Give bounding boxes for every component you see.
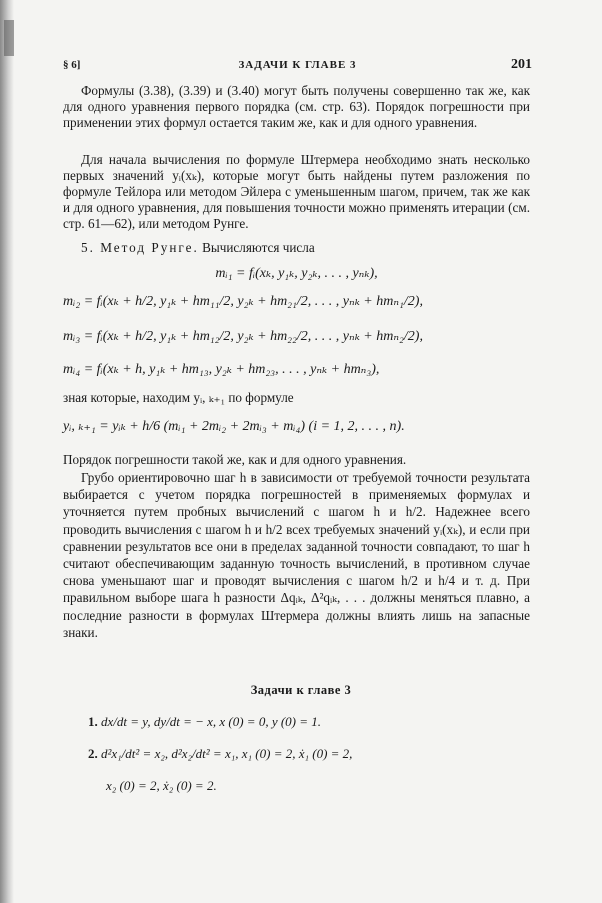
paragraph-text: Порядок погрешности такой же, как и для одного уравнения. [63,452,407,467]
paragraph-text: Вычисляются числа [202,240,315,255]
problem-text: x₂ (0) = 2, ẋ₂ (0) = 2. [106,778,217,793]
problem-2 [88,746,352,762]
paragraph-4 [63,390,530,406]
paragraph-text: Грубо ориентировочно шаг h в зависимости от требуемой точности результата выбирается с учетом порядка погрешностей в применяемых формулах и уточняется путем пробных вычислений с шагом h и h/2. Надежнее всего проводить вычисления с шагом h и h/2 всех требуемых значений yᵢ(xₖ), и если при сравнении результатов все они в пределах заданной точности совпадают, то шаг h считают обеспечивающим заданную точность вычислений, в противном случае снова уменьшают шаг и проводят вычисления с шагом h/2 и h/4 и т. д. При правильном выборе шага h разности Δqᵢₖ, Δ²qᵢₖ, . . . должны меняться плавно, а последние разности в формулах Штермера должны влиять лишь на запасные знаки. [63,470,530,640]
header-section: § 6] [63,59,81,71]
scan-speck [4,20,14,56]
paragraph-1 [63,83,530,131]
paragraph-5 [63,452,530,468]
page-number: 201 [511,57,532,72]
problem-text: d²x₁/dt² = x₂, d²x₂/dt² = x₁, x₁ (0) = 2, ẋ₁ (0) = 2, [101,746,353,761]
problem-number: 2. [88,746,98,761]
paragraph-text: Формулы (3.38), (3.39) и (3.40) могут быть получены совершенно так же, как для одного уравнения первого порядка (см. стр. 63). Порядок погрешности при применении этих формул остается таким же, как и для одного уравнения. [63,83,530,130]
equation-4: mᵢ₄ = fᵢ(xₖ + h, y₁ₖ + hm₁₃, y₂ₖ + hm₂₃, . . . , yₙₖ + hmₙ₃), [63,362,380,377]
equation-1: mᵢ₁ = fᵢ(xₖ, y₁ₖ, y₂ₖ, . . . , yₙₖ), [215,266,378,281]
running-header [63,57,532,75]
problem-number: 1. [88,714,98,729]
equation-3: mᵢ₃ = fᵢ(xₖ + h/2, y₁ₖ + hm₁₂/2, y₂ₖ + hm₂₂/2, . . . , yₙₖ + hmₙ₂/2), [63,329,423,344]
scan-edge-shadow [0,0,14,903]
method-label: 5. Метод Рунге. [81,240,199,255]
paragraph-2 [63,152,530,232]
section-title: Задачи к главе 3 [250,683,352,697]
paragraph-6 [63,469,530,641]
paragraph-3 [63,240,530,256]
paragraph-text: зная которые, находим yᵢ, ₖ₊₁ по формуле [63,390,294,405]
problem-1 [88,714,321,730]
header-title: ЗАДАЧИ К ГЛАВЕ 3 [238,59,357,71]
equation-2: mᵢ₂ = fᵢ(xₖ + h/2, y₁ₖ + hm₁₁/2, y₂ₖ + hm₂₁/2, . . . , yₙₖ + hmₙ₁/2), [63,294,423,309]
problem-text: dx/dt = y, dy/dt = − x, x (0) = 0, y (0) = 1. [101,714,322,729]
equation-5: yᵢ, ₖ₊₁ = yᵢₖ + h/6 (mᵢ₁ + 2mᵢ₂ + 2mᵢ₃ + mᵢ₄) (i = 1, 2, . . . , n). [63,419,405,434]
problem-2-continued [106,778,217,794]
paragraph-text: Для начала вычисления по формуле Штермера необходимо знать несколько первых значений yᵢ(xₖ), которые могут быть найдены путем разложения по формуле Тейлора или методом Эйлера с уменьшенным шагом, причем, так же как и для одного уравнения, для повышения точности можно применять итерации (см. стр. 61—62), или методом Рунге. [63,152,530,231]
